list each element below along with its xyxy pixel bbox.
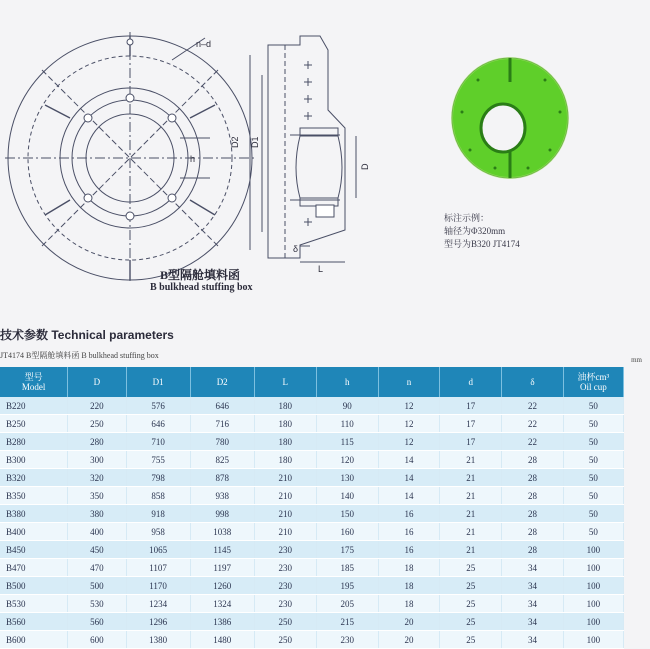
model-cell: B400	[0, 523, 68, 541]
value-cell: 576	[126, 397, 190, 415]
value-cell: 100	[563, 577, 623, 595]
value-cell: 50	[563, 523, 623, 541]
value-cell: 21	[440, 541, 502, 559]
value-cell: 825	[190, 451, 254, 469]
value-cell: 50	[563, 415, 623, 433]
value-cell: 115	[316, 433, 378, 451]
value-cell: 25	[440, 577, 502, 595]
value-cell: 50	[563, 451, 623, 469]
value-cell: 28	[502, 505, 564, 523]
col-header: D1	[126, 367, 190, 397]
table-row	[0, 451, 624, 469]
value-cell: 16	[378, 523, 440, 541]
value-cell: 21	[440, 469, 502, 487]
value-cell: 858	[126, 487, 190, 505]
value-cell: 180	[254, 451, 316, 469]
value-cell: 175	[316, 541, 378, 559]
value-cell: 560	[68, 613, 126, 631]
value-cell: 230	[316, 631, 378, 649]
value-cell: 34	[502, 577, 564, 595]
value-cell: 1260	[190, 577, 254, 595]
delta-label: δ	[293, 244, 299, 254]
model-cell: B300	[0, 451, 68, 469]
value-cell: 210	[254, 469, 316, 487]
value-cell: 1038	[190, 523, 254, 541]
value-cell: 150	[316, 505, 378, 523]
value-cell: 17	[440, 433, 502, 451]
section-title: 技术参数 Technical parameters	[0, 328, 174, 342]
model-cell: B220	[0, 397, 68, 415]
value-cell: 958	[126, 523, 190, 541]
value-cell: 18	[378, 595, 440, 613]
value-cell: 1065	[126, 541, 190, 559]
value-cell: 28	[502, 487, 564, 505]
col-header: D2	[190, 367, 254, 397]
value-cell: 600	[68, 631, 126, 649]
value-cell: 16	[378, 505, 440, 523]
value-cell: 100	[563, 631, 623, 649]
value-cell: 918	[126, 505, 190, 523]
table-row	[0, 541, 624, 559]
value-cell: 34	[502, 613, 564, 631]
value-cell: 100	[563, 559, 623, 577]
section-view	[250, 36, 356, 262]
value-cell: 28	[502, 451, 564, 469]
value-cell: 230	[254, 595, 316, 613]
value-cell: 50	[563, 469, 623, 487]
value-cell: 230	[254, 541, 316, 559]
parameters-table	[0, 367, 624, 649]
value-cell: 34	[502, 595, 564, 613]
green-product-image	[452, 58, 568, 178]
note-line-1: 标注示例：	[444, 213, 490, 223]
value-cell: 250	[254, 631, 316, 649]
col-header: n	[378, 367, 440, 397]
value-cell: 22	[502, 397, 564, 415]
value-cell: 180	[254, 433, 316, 451]
value-cell: 320	[68, 469, 126, 487]
value-cell: 180	[254, 397, 316, 415]
table-row	[0, 487, 624, 505]
value-cell: 1145	[190, 541, 254, 559]
value-cell: 400	[68, 523, 126, 541]
value-cell: 230	[254, 577, 316, 595]
value-cell: 210	[254, 505, 316, 523]
value-cell: 1324	[190, 595, 254, 613]
value-cell: 110	[316, 415, 378, 433]
value-cell: 215	[316, 613, 378, 631]
nd-label: n–d	[196, 39, 212, 49]
value-cell: 1380	[126, 631, 190, 649]
value-cell: 998	[190, 505, 254, 523]
value-cell: 500	[68, 577, 126, 595]
technical-drawing	[0, 0, 650, 320]
value-cell: 530	[68, 595, 126, 613]
value-cell: 280	[68, 433, 126, 451]
value-cell: 12	[378, 397, 440, 415]
L-label: L	[318, 264, 324, 274]
value-cell: 780	[190, 433, 254, 451]
note-line-3: 型号为B320 JT4174	[444, 239, 520, 249]
value-cell: 710	[126, 433, 190, 451]
value-cell: 210	[254, 523, 316, 541]
table-row	[0, 613, 624, 631]
model-cell: B560	[0, 613, 68, 631]
value-cell: 16	[378, 541, 440, 559]
value-cell: 470	[68, 559, 126, 577]
value-cell: 716	[190, 415, 254, 433]
col-header: D	[68, 367, 126, 397]
model-cell: B600	[0, 631, 68, 649]
value-cell: 25	[440, 595, 502, 613]
table-row	[0, 559, 624, 577]
value-cell: 140	[316, 487, 378, 505]
value-cell: 250	[254, 613, 316, 631]
col-header: L	[254, 367, 316, 397]
value-cell: 28	[502, 523, 564, 541]
value-cell: 21	[440, 505, 502, 523]
value-cell: 28	[502, 541, 564, 559]
table-row	[0, 595, 624, 613]
value-cell: 21	[440, 451, 502, 469]
value-cell: 34	[502, 631, 564, 649]
D2-label: D2	[230, 136, 240, 148]
value-cell: 20	[378, 613, 440, 631]
D-label: D	[360, 163, 370, 170]
marking-example	[444, 212, 520, 251]
value-cell: 220	[68, 397, 126, 415]
value-cell: 25	[440, 613, 502, 631]
model-cell: B280	[0, 433, 68, 451]
value-cell: 18	[378, 559, 440, 577]
value-cell: 14	[378, 451, 440, 469]
table-row	[0, 505, 624, 523]
value-cell: 180	[254, 415, 316, 433]
value-cell: 1480	[190, 631, 254, 649]
value-cell: 646	[190, 397, 254, 415]
front-view	[5, 32, 255, 282]
value-cell: 90	[316, 397, 378, 415]
value-cell: 450	[68, 541, 126, 559]
value-cell: 1197	[190, 559, 254, 577]
value-cell: 50	[563, 505, 623, 523]
value-cell: 25	[440, 631, 502, 649]
note-line-2: 轴径为Φ320mm	[444, 226, 506, 236]
value-cell: 34	[502, 559, 564, 577]
model-cell: B380	[0, 505, 68, 523]
value-cell: 210	[254, 487, 316, 505]
value-cell: 17	[440, 415, 502, 433]
value-cell: 50	[563, 433, 623, 451]
col-header: d	[440, 367, 502, 397]
value-cell: 755	[126, 451, 190, 469]
value-cell: 25	[440, 559, 502, 577]
model-cell: B500	[0, 577, 68, 595]
value-cell: 21	[440, 487, 502, 505]
value-cell: 100	[563, 541, 623, 559]
model-cell: B450	[0, 541, 68, 559]
value-cell: 1386	[190, 613, 254, 631]
value-cell: 50	[563, 487, 623, 505]
table-row	[0, 469, 624, 487]
value-cell: 205	[316, 595, 378, 613]
value-cell: 22	[502, 433, 564, 451]
value-cell: 18	[378, 577, 440, 595]
col-header: 油杯cm³ Oil cup	[563, 367, 623, 397]
table-caption: JT4174 B型隔舱填料函 B bulkhead stuffing box	[0, 351, 159, 360]
value-cell: 380	[68, 505, 126, 523]
value-cell: 160	[316, 523, 378, 541]
model-cell: B530	[0, 595, 68, 613]
h-label: h	[190, 154, 196, 164]
value-cell: 250	[68, 415, 126, 433]
col-header: 型号 Model	[0, 367, 68, 397]
table-row	[0, 415, 624, 433]
col-header: δ	[502, 367, 564, 397]
unit-label: mm	[631, 356, 642, 364]
value-cell: 130	[316, 469, 378, 487]
value-cell: 646	[126, 415, 190, 433]
value-cell: 195	[316, 577, 378, 595]
table-header-row	[0, 367, 624, 397]
value-cell: 350	[68, 487, 126, 505]
table-row	[0, 523, 624, 541]
model-cell: B250	[0, 415, 68, 433]
drawing-caption-cn: B型隔舱填料函	[160, 268, 241, 282]
table-row	[0, 577, 624, 595]
col-header: h	[316, 367, 378, 397]
value-cell: 798	[126, 469, 190, 487]
value-cell: 14	[378, 487, 440, 505]
value-cell: 28	[502, 469, 564, 487]
value-cell: 12	[378, 415, 440, 433]
value-cell: 100	[563, 613, 623, 631]
value-cell: 185	[316, 559, 378, 577]
value-cell: 1296	[126, 613, 190, 631]
value-cell: 100	[563, 595, 623, 613]
value-cell: 878	[190, 469, 254, 487]
table-row	[0, 433, 624, 451]
value-cell: 17	[440, 397, 502, 415]
value-cell: 20	[378, 631, 440, 649]
table-row	[0, 631, 624, 649]
value-cell: 14	[378, 469, 440, 487]
value-cell: 300	[68, 451, 126, 469]
model-cell: B470	[0, 559, 68, 577]
value-cell: 21	[440, 523, 502, 541]
value-cell: 938	[190, 487, 254, 505]
value-cell: 120	[316, 451, 378, 469]
D1-label: D1	[250, 136, 260, 148]
model-cell: B320	[0, 469, 68, 487]
value-cell: 12	[378, 433, 440, 451]
drawing-caption-en: B bulkhead stuffing box	[150, 282, 253, 293]
value-cell: 50	[563, 397, 623, 415]
table-row	[0, 397, 624, 415]
value-cell: 1107	[126, 559, 190, 577]
value-cell: 230	[254, 559, 316, 577]
value-cell: 22	[502, 415, 564, 433]
value-cell: 1170	[126, 577, 190, 595]
model-cell: B350	[0, 487, 68, 505]
value-cell: 1234	[126, 595, 190, 613]
